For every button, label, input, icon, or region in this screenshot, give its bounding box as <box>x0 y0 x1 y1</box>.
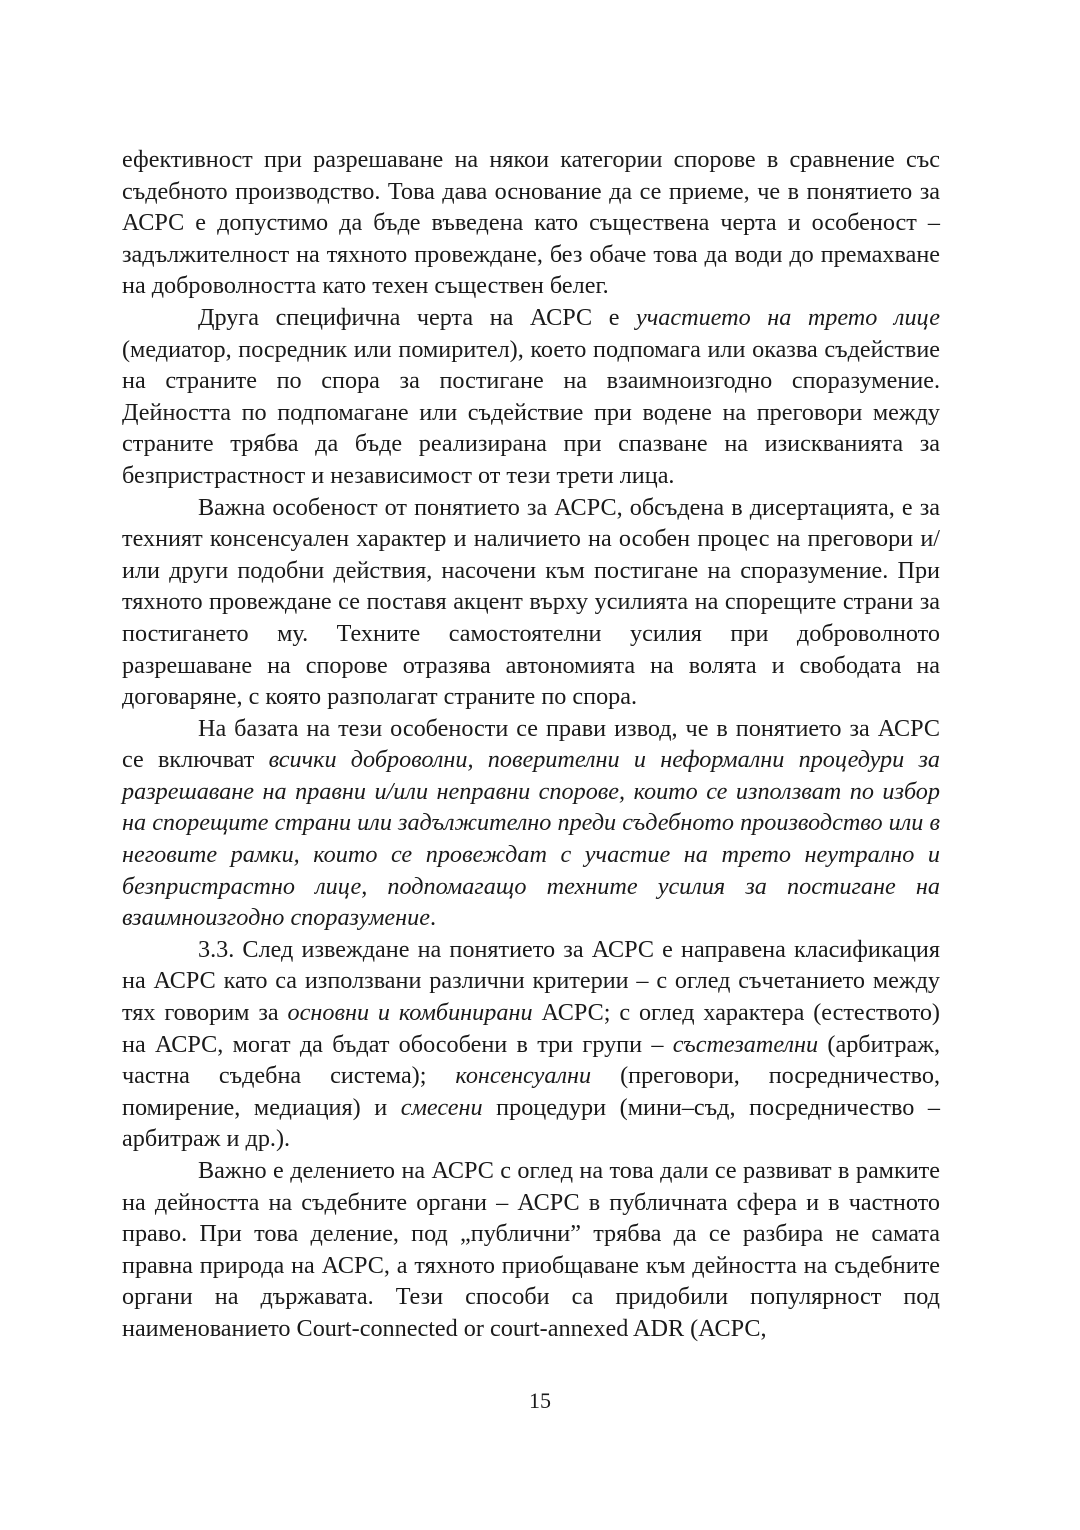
italic-run: смесени <box>400 1093 483 1121</box>
text-run: (медиатор, посредник или помирител), което подпомага или оказва съдействие на страните по спора за постигане на взаимноизгодно споразумение. Дейността по подпомагане или съдействие при водене на преговори между страните трябва да бъде реализирана при спазване на изискванията за безпристрастност и независимост от тези трети лица. <box>122 335 940 489</box>
text-run: Друга специфична черта на АСРС е <box>198 303 637 331</box>
page-number: 15 <box>529 1388 551 1413</box>
text-run: процедури (мини–съд, посредничество – арбитраж и др.). <box>122 1093 940 1153</box>
italic-run: основни и комбинирани <box>287 999 533 1027</box>
paragraph-5 <box>122 934 940 1155</box>
text-run: Важна особеност от понятието за АСРС, обсъдена в дисертацията, е за техният консенсуален характер и наличието на особен процес на преговори и/или други подобни действия, насочени към постигане на споразумение. При тяхното провеждане се поставя акцент върху усилията на спорещите страни за постигането му. Техните самостоятелни усилия при доброволното разрешаване на спорове отразява автономията на волята и свободата на договаряне, с която разполагат страните по спора. <box>122 493 940 711</box>
paragraph-3 <box>122 492 940 713</box>
document-body <box>122 144 940 1345</box>
paragraph-4 <box>122 713 940 934</box>
text-run: Важно е делението на АСРС с оглед на това дали се развиват в рамките на дейността на съдебните органи – АСРС в публичната сфера и в частното право. При това деление, под „публични” трябва да се разбира не самата правна природа на АСРС, а тяхното приобщаване към дейността на съдебните органи на държавата. Тези способи са придобили популярност под наименованието Court-connected or court-annexed ADR (АСРС, <box>122 1157 940 1342</box>
paragraph-2 <box>122 302 940 492</box>
text-run: На базата на тези особености се прави извод, че в понятието за АСРС се включват <box>122 714 940 774</box>
paragraph-6 <box>122 1155 940 1345</box>
text-run: (арбитраж, частна съдебна система); <box>122 1030 940 1090</box>
text-run: АСРС; с оглед характера (естеството) на АСРС, могат да бъдат обособени в три групи – <box>122 999 940 1058</box>
italic-run: всички доброволни, поверителни и неформални процедури за разрешаване на правни и/или неправни спорове, които се използват по избор на спорещите страни или задължително преди съдебното производство или в неговите рамки, които се провеждат с участие на трето неутрално и безпристрастно лице, подпомагащо техните усилия за постигане на взаимноизгодно споразумение <box>122 746 941 932</box>
italic-run: участието на трето лице <box>636 303 940 331</box>
text-run: 3.3. След извеждане на понятието за АСРС е направена класификация на АСРС като са използвани различни критерии – с оглед съчетанието между тях говорим за <box>122 935 940 1027</box>
italic-run: консенсуални <box>455 1062 592 1090</box>
text-run: ефективност при разрешаване на някои категории спорове в сравнение със съдебното производство. Това дава основание да се приеме, че в понятието за АСРС е допустимо да бъде въведена като съществена черта и особеност – задължителност на тяхното провеждане, без обаче това да води до премахване на доброволността като техен съществен белег. <box>122 146 940 300</box>
text-run: (преговори, посредничество, помирение, медиация) и <box>122 1062 940 1121</box>
italic-run: състезателни <box>672 1030 819 1058</box>
paragraph-1 <box>122 144 940 302</box>
text-run: . <box>429 904 437 932</box>
